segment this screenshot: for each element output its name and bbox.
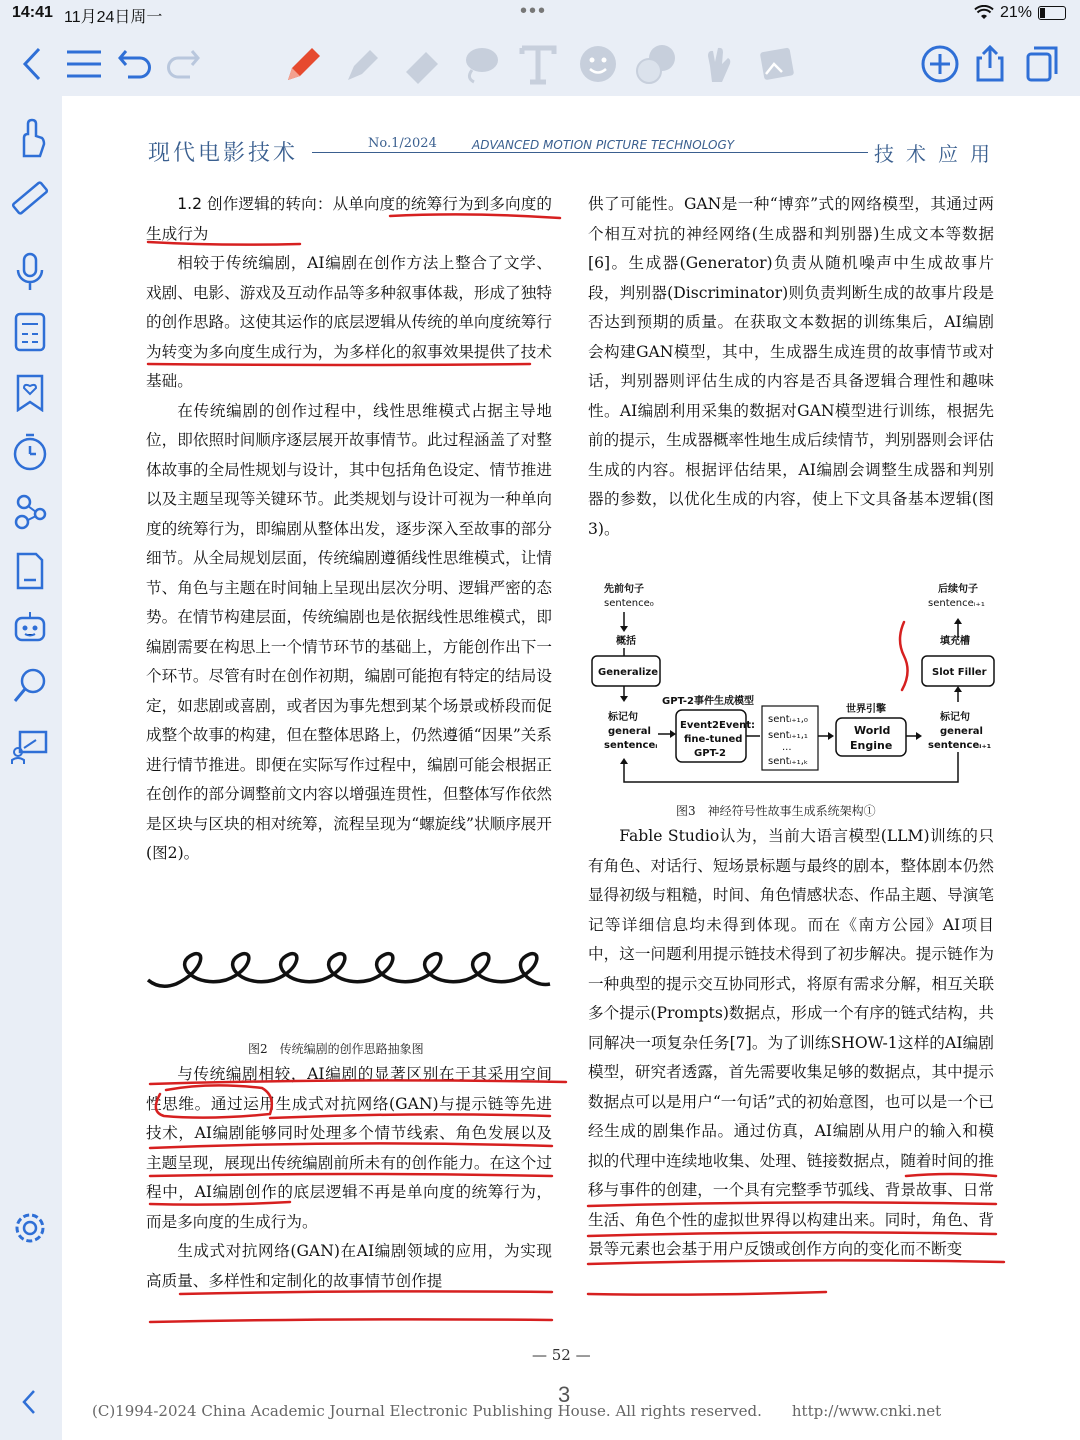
lasso-icon[interactable] <box>458 42 502 86</box>
finger-icon[interactable] <box>8 116 52 160</box>
eraser-icon[interactable] <box>400 42 444 86</box>
status-right <box>974 4 1066 22</box>
collapse-icon[interactable] <box>8 1380 52 1424</box>
right-column-lower <box>588 822 994 1265</box>
fig3-fill-cn: 填充槽 <box>940 636 970 647</box>
back-icon[interactable] <box>10 42 54 86</box>
fig3-generalize: Generalize <box>598 667 659 678</box>
left-column <box>146 190 552 869</box>
document-page[interactable] <box>62 96 1080 1440</box>
image-icon[interactable] <box>754 42 798 86</box>
spiral-figure <box>146 950 556 1010</box>
settings-icon[interactable] <box>8 1206 52 1250</box>
ruler-icon[interactable] <box>8 176 52 220</box>
journal-title-cn: 现代电影技术 <box>148 141 299 166</box>
presentation-icon[interactable] <box>8 724 52 768</box>
fig3-next-en: sentenceᵢ₊₁ <box>928 598 985 609</box>
bookmark-icon[interactable] <box>8 370 52 414</box>
fig3-gpt-box3: GPT-2 <box>694 748 726 759</box>
pen-icon[interactable] <box>280 42 324 86</box>
top-toolbar <box>0 36 1080 96</box>
header-rule <box>312 152 916 153</box>
fig3-prev-cn: 先前句子 <box>604 584 644 595</box>
paragraph: 相较于传统编剧，AI编剧在创作方法上整合了文学、戏剧、电影、游戏及互动作品等多种叙事体裁，形成了独特的创作思路。这使其运作的底层逻辑从传统的单向度统筹行为转变为多向度生成行为，为多样化的叙事效果提供了技术基础。 <box>146 254 552 390</box>
fig3-tag-cn: 标记句 <box>608 712 638 723</box>
fig3-world2: Engine <box>850 739 893 752</box>
text-icon[interactable] <box>516 42 560 86</box>
left-column-lower <box>146 1060 552 1296</box>
fig3-sent2: sentᵢ₊₁,₁ <box>768 730 808 741</box>
pages-icon[interactable] <box>1020 42 1064 86</box>
fig3-gpt-title: GPT-2事件生成模型 <box>662 696 754 707</box>
copyright-line: (C)1994-2024 China Academic Journal Electronic Publishing House. All rights reserved. http://www.cnki.net <box>92 1402 942 1420</box>
multitask-dots[interactable]: ••• <box>520 0 548 22</box>
paragraph: 生成式对抗网络(GAN)在AI编剧领域的应用，为实现高质量、多样性和定制化的故事情节创作提 <box>146 1242 552 1290</box>
figure-2-caption: 图2 传统编剧的创作思路抽象图 <box>248 1042 424 1056</box>
fig3-tag2-en1: general <box>940 726 983 737</box>
page-number: — 52 — <box>532 1346 591 1364</box>
translate-icon[interactable] <box>634 42 678 86</box>
share-icon[interactable] <box>968 42 1012 86</box>
fig3-world-title: 世界引擎 <box>846 704 886 715</box>
journal-title-en: ADVANCED MOTION PICTURE TECHNOLOGY <box>468 138 738 152</box>
right-column <box>588 190 994 544</box>
paragraph: 与传统编剧相较，AI编剧的显著区别在于其采用空间性思维。通过运用生成式对抗网络(GAN)与提示链等先进技术，AI编剧能够同时处理多个情节线索、角色发展以及主题呈现，展现出传统编剧前所未有的创作能力。在这个过程中，AI编剧创作的底层逻辑不再是单向度的统筹行为，而是多向度的生成行为。 <box>146 1065 552 1231</box>
fig3-gpt-box2: fine-tuned <box>684 734 743 745</box>
handwritten-number: 3 <box>558 1382 571 1407</box>
figure-3-caption: 图3 神经符号性故事生成系统架构① <box>676 804 876 818</box>
add-page-icon[interactable] <box>918 42 962 86</box>
wifi-icon <box>974 5 994 21</box>
paragraph: 供了可能性。GAN是一种“博弈”式的网络模型，其通过两个相互对抗的神经网络(生成器和判别器)生成文本等数据[6]。生成器(Generator)负责从随机噪声中生成故事片段，判别器(Discriminator)则负责判断生成的故事片段是否达到预期的质量。在获取文本数据的训练集后，AI编剧会构建GAN模型，其中，生成器生成连贯的故事情节或对话，判别器则评估生成的内容是否具备逻辑合理性和趣味性。AI编剧利用采集的数据对GAN模型进行训练，根据先前的提示，生成器概率性地生成后续情节，判别器则会评估生成的内容。根据评估结果，AI编剧会调整生成器和判别器的参数，以优化生成的内容，使上下文具备基本逻辑(图3)。 <box>588 195 994 538</box>
sticker-icon[interactable] <box>576 42 620 86</box>
fig3-next-cn: 后续句子 <box>938 584 978 595</box>
document-icon[interactable] <box>8 548 52 592</box>
issue-number: No.1/2024 <box>362 136 443 151</box>
paragraph: 在传统编剧的创作过程中，线性思维模式占据主导地位，即依照时间顺序逐层展开故事情节。此过程涵盖了对整体故事的全局性规划与设计，其中包括角色设定、情节推进以及主题呈现等关键环节。此类规划与设计可视为一种单向度的统筹行为，即编剧从整体出发，逐步深入至故事的部分细节。从全局规划层面，传统编剧遵循线性思维模式，让情节、角色与主题在时间轴上呈现出层次分明、逻辑严密的态势。在情节构建层面，传统编剧也是依据线性思维模式，即编剧需要在构思上一个情节环节的基础上，方能创作出下一个环节。尽管有时在创作初期，编剧可能抱有特定的结局设定，如悲剧或喜剧，或者因为事先想到某个场景或桥段而促成整个故事的构建，但在整体思路上，仍然遵循“因果”关系进行情节推进。即便在实际写作过程中，编剧可能会根据正在创作的部分调整前文内容以增强连贯性，但整体写作依然是区块与区块的相对统筹，流程呈现为“螺旋线”状顺序展开(图2)。 <box>146 401 552 862</box>
fig3-gpt-box1: Event2Event: <box>680 720 756 731</box>
robot-icon[interactable] <box>8 606 52 650</box>
timer-icon[interactable] <box>8 430 52 474</box>
fig3-sent3: sentᵢ₊₁,ₖ <box>768 756 809 767</box>
fig3-tag2-cn: 标记句 <box>940 712 970 723</box>
outline-icon[interactable] <box>62 42 106 86</box>
fig3-tag-en2: sentenceᵢ <box>604 740 658 751</box>
redo-icon[interactable] <box>162 42 206 86</box>
fig3-sent-dots: ... <box>782 742 792 753</box>
status-bar <box>0 0 1080 28</box>
fig3-world1: World <box>854 724 891 737</box>
mindmap-icon[interactable] <box>8 490 52 534</box>
figure-3-diagram <box>588 576 998 796</box>
status-time: 14:41 <box>12 4 53 21</box>
paragraph: Fable Studio认为，当前大语言模型(LLM)训练的只有角色、对话行、短场景标题与最终的剧本，整体剧本仍然显得初级与粗糙，时间、角色情感状态、作品主题、导演笔记等详细信息均未得到体现。而在《南方公园》AI项目中，这一问题利用提示链技术得到了初步解决。提示链作为一种典型的提示交互协同形式，将原有需求分解，相互关联多个提示(Prompts)数据点，形成一个有序的链式结构，共同解决一项复杂任务[7]。为了训练SHOW-1这样的AI编剧模型，研究者透露，首先需要收集足够的数据点，其中提示数据点可以是用户“一句话”式的初始意图，也可以是一个已经生成的剧集作品。通过仿真，AI编剧从用户的输入和模拟的代理中连续地收集、处理、链接数据点，随着时间的推移与事件的创建，一个具有完整季节弧线、背景故事、日常生活、角色个性的虚拟世界得以构建出来。同时，角色、背景等元素也会基于用户反馈或创作方向的变化而不断变 <box>588 827 995 1258</box>
calculator-icon[interactable] <box>8 310 52 354</box>
highlighter-icon[interactable] <box>340 42 384 86</box>
fig3-tag2-en2: sentenceᵢ₊₁ <box>928 740 992 751</box>
search-icon[interactable] <box>8 664 52 708</box>
fig3-tag-en1: general <box>608 726 651 737</box>
left-sidebar <box>0 100 60 1440</box>
fig3-slot: Slot Filler <box>932 667 987 678</box>
battery-icon <box>1038 6 1066 20</box>
fig3-generalize-cn: 概括 <box>616 636 636 647</box>
hand-icon[interactable] <box>696 42 740 86</box>
status-date: 11月24日周一 <box>64 9 163 26</box>
undo-icon[interactable] <box>112 42 156 86</box>
fig3-sent1: sentᵢ₊₁,₀ <box>768 714 808 725</box>
fig3-prev-en: sentence₀ <box>604 598 654 609</box>
section-title: 技术应用 <box>868 138 1002 167</box>
mic-icon[interactable] <box>8 250 52 294</box>
battery-percent: 21% <box>999 4 1032 21</box>
section-heading: 1.2 创作逻辑的转向：从单向度的统筹行为到多向度的生成行为 <box>146 195 552 243</box>
